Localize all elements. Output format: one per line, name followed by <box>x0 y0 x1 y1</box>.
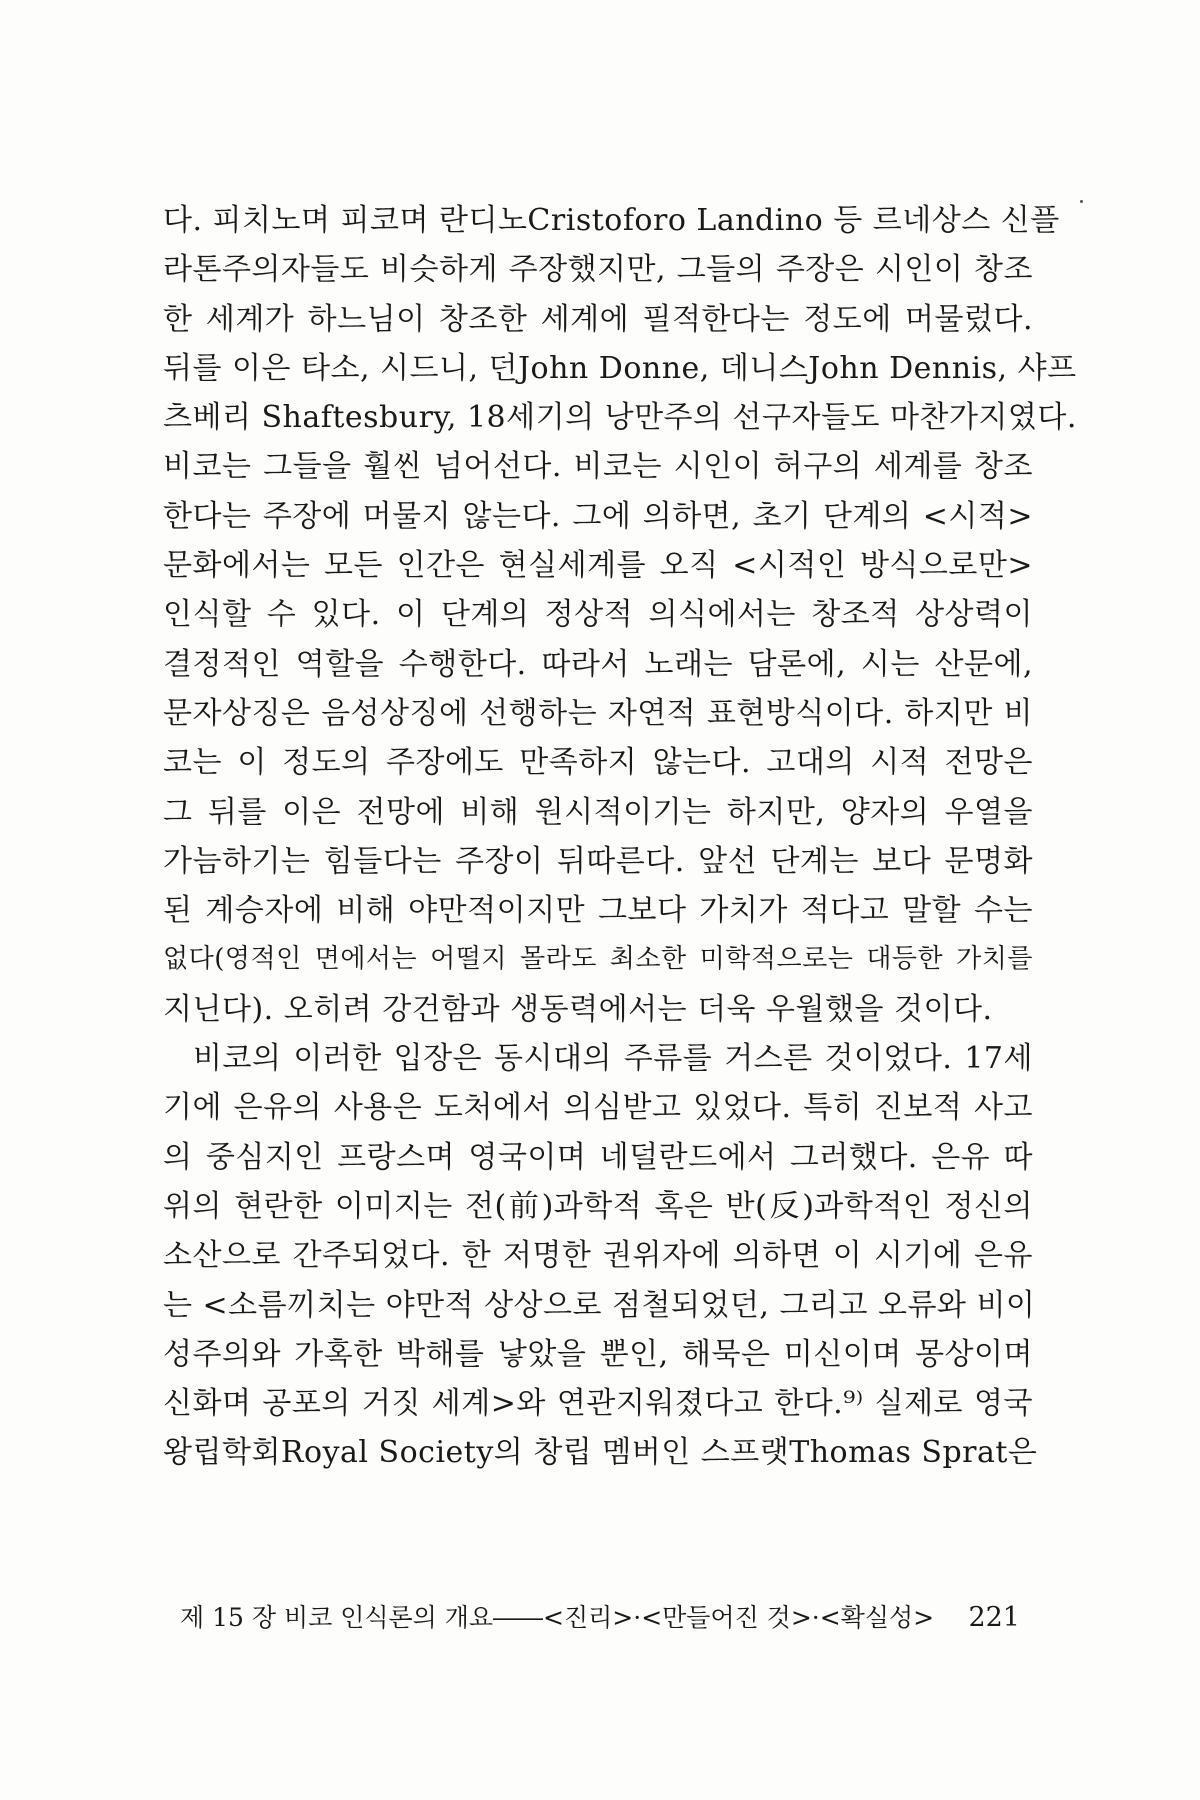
text-line: 된 계승자에 비해 야만적이지만 그보다 가치가 적다고 말할 수는 <box>163 893 1033 929</box>
text-line: 없다(영적인 면에서는 어떨지 몰라도 최소한 미학적으로는 대등한 가치를 <box>163 944 1033 975</box>
text-line: 가늠하기는 힘들다는 주장이 뒤따른다. 앞선 단계는 보다 문명화 <box>163 843 1033 879</box>
text-line: 코는 이 정도의 주장에도 만족하지 않는다. 고대의 시적 전망은 <box>163 745 1033 781</box>
text-line: 왕립학회Royal Society의 창립 멤버인 스프랫Thomas Sprat은 <box>163 1435 1038 1471</box>
scan-speck <box>1080 200 1083 203</box>
text-line: 성주의와 가혹한 박해를 낳았을 뿐인, 해묵은 미신이며 몽상이며 <box>163 1336 1033 1372</box>
running-head: 제 15 장 비코 인식론의 개요――<진리>·<만들어진 것>·<확실성> <box>180 1603 935 1632</box>
text-line: 인식할 수 있다. 이 단계의 정상적 의식에서는 창조적 상상력이 <box>163 597 1033 633</box>
body-text <box>163 196 1077 1478</box>
text-line: 비코의 이러한 입장은 동시대의 주류를 거스른 것이었다. 17세 <box>193 1041 1033 1077</box>
text-line: 소산으로 간주되었다. 한 저명한 권위자에 의하면 이 시기에 은유 <box>163 1238 1033 1274</box>
text-line: 신화며 공포의 거짓 세계>와 연관지워졌다고 한다.⁹⁾ 실제로 영국 <box>163 1386 1033 1422</box>
text-line: 한다는 주장에 머물지 않는다. 그에 의하면, 초기 단계의 <시적> <box>163 498 1033 534</box>
text-line: 의 중심지인 프랑스며 영국이며 네덜란드에서 그러했다. 은유 따 <box>163 1139 1033 1175</box>
text-line: 기에 은유의 사용은 도처에서 의심받고 있었다. 특히 진보적 사고 <box>163 1090 1033 1126</box>
text-line: 지닌다). 오히려 강건함과 생동력에서는 더욱 우월했을 것이다. <box>163 991 993 1027</box>
text-line: 그 뒤를 이은 전망에 비해 원시적이기는 하지만, 양자의 우열을 <box>163 794 1033 830</box>
page-footer <box>180 1598 1020 1638</box>
text-line: 라톤주의자들도 비슷하게 주장했지만, 그들의 주장은 시인이 창조 <box>163 252 1033 288</box>
text-line: 한 세계가 하느님이 창조한 세계에 필적한다는 정도에 머물렀다. <box>163 301 1033 337</box>
text-line: 위의 현란한 이미지는 전(前)과학적 혹은 반(反)과학적인 정신의 <box>163 1188 1033 1224</box>
text-line: 결정적인 역할을 수행한다. 따라서 노래는 담론에, 시는 산문에, <box>163 646 1033 682</box>
text-line: 다. 피치노며 피코며 란디노Cristoforo Landino 등 르네상스 신플 <box>163 203 1060 238</box>
page-number: 221 <box>968 1602 1020 1633</box>
text-line: 문자상징은 음성상징에 선행하는 자연적 표현방식이다. 하지만 비 <box>163 695 1033 731</box>
text-line: 문화에서는 모든 인간은 현실세계를 오직 <시적인 방식으로만> <box>163 548 1033 584</box>
text-line: 츠베리 Shaftesbury, 18세기의 낭만주의 선구자들도 마찬가지였다. <box>163 400 1077 436</box>
text-line: 뒤를 이은 타소, 시드니, 던John Donne, 데니스John Dennis, 샤프 <box>163 350 1077 386</box>
text-line: 는 <소름끼치는 야만적 상상으로 점철되었던, 그리고 오류와 비이 <box>163 1287 1036 1323</box>
text-line: 비코는 그들을 훨씬 넘어선다. 비코는 시인이 허구의 세계를 창조 <box>163 449 1033 485</box>
